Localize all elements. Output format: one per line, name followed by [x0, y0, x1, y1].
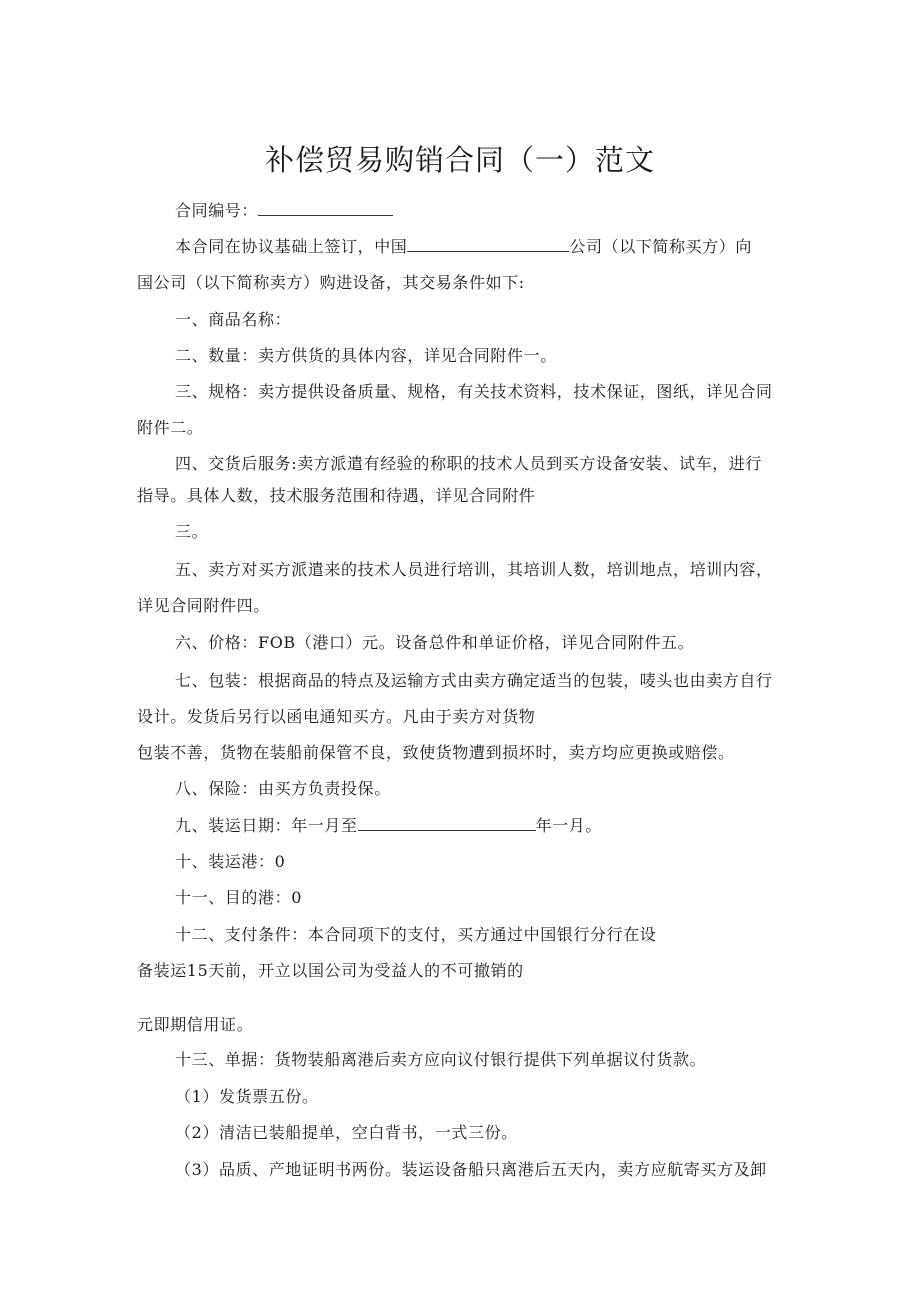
contract-number-label: 合同编号： — [175, 201, 259, 220]
clause-5-line-1: 五、卖方对买方派遣来的技术人员进行培训，其培训人数，培训地点，培训内容， — [175, 560, 773, 579]
clause-9-suffix: 年一月。 — [535, 816, 603, 835]
contract-number-blank — [258, 200, 393, 216]
clause-3-line-1: 三、规格：卖方提供设备质量、规格，有关技术资料，技术保证，图纸，详见合同 — [175, 382, 773, 401]
clause-2: 二、数量：卖方供货的具体内容，详见合同附件一。 — [175, 346, 557, 365]
clause-12-line-3: 元即期信用证。 — [137, 1015, 254, 1034]
clause-9 — [175, 815, 602, 837]
clause-13-item-1: （1）发货票五份。 — [175, 1087, 319, 1106]
clause-12-line-1: 十二、支付条件：本合同项下的支付，买方通过中国银行分行在设 — [175, 925, 657, 944]
intro-prefix: 本合同在协议基础上签订，中国 — [175, 237, 408, 256]
clause-13-item-3: （3）品质、产地证明书两份。装运设备船只离港后五天内，卖方应航寄买方及卸 — [175, 1160, 767, 1179]
clause-5-line-2: 详见合同附件四。 — [137, 596, 270, 615]
clause-8: 八、保险：由买方负责投保。 — [175, 779, 391, 798]
clause-4-line-3: 三。 — [175, 522, 209, 541]
intro-suffix: 公司（以下简称买方）向 — [569, 237, 753, 256]
clause-10: 十、装运港：0 — [175, 852, 286, 871]
clause-6: 六、价格：FOB（港口）元。设备总件和单证价格，详见合同附件五。 — [175, 633, 695, 652]
document-title: 补偿贸易购销合同（一）范文 — [264, 143, 655, 177]
clause-7-line-2: 设计。发货后另行以函电通知买方。凡由于卖方对货物 — [137, 707, 536, 726]
clause-4-line-1: 四、交货后服务:卖方派遣有经验的称职的技术人员到买方设备安装、试车，进行 — [175, 454, 762, 473]
clause-7-line-3: 包装不善，货物在装船前保管不良，致使货物遭到损坏时，卖方均应更换或赔偿。 — [137, 743, 735, 762]
buyer-company-blank — [407, 236, 569, 252]
clause-7-line-1: 七、包装：根据商品的特点及运输方式由卖方确定适当的包装，唛头也由卖方自行 — [175, 671, 773, 690]
intro-line-2: 国公司（以下简称卖方）购进设备，其交易条件如下: — [137, 273, 525, 292]
shipment-date-blank — [358, 815, 536, 831]
clause-12-line-2: 备装运15天前，开立以国公司为受益人的不可撤销的 — [137, 961, 524, 980]
clause-9-prefix: 九、装运日期：年一月至 — [175, 816, 358, 835]
clause-4-line-2: 指导。具体人数，技术服务范围和待遇，详见合同附件 — [137, 486, 536, 505]
clause-1: 一、商品名称： — [175, 310, 292, 329]
intro-line-1 — [175, 236, 752, 258]
clause-11: 十一、目的港：0 — [175, 888, 302, 907]
clause-13-item-2: （2）清洁已装船提单，空白背书，一式三份。 — [175, 1123, 518, 1142]
clause-3-line-2: 附件二。 — [137, 418, 204, 437]
clause-13: 十三、单据：货物装船离港后卖方应向议付银行提供下列单据议付货款。 — [175, 1050, 707, 1069]
contract-number-line — [175, 200, 393, 222]
